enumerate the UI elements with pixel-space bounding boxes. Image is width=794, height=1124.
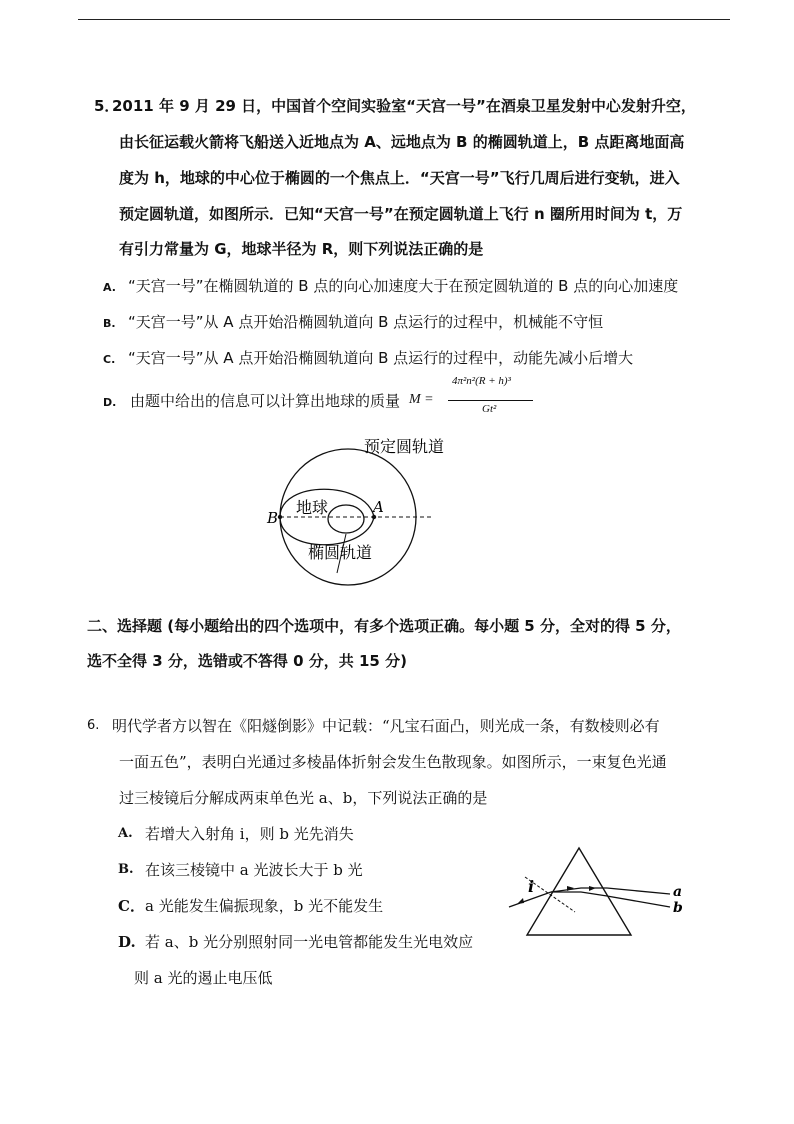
orbit-figure bbox=[258, 428, 458, 598]
q5-line-5: 有引力常量为 G，地球半径为 R，则下列说法正确的是 bbox=[119, 240, 484, 258]
q5-formula-fraction-bar bbox=[448, 400, 533, 401]
q6-option-a-letter: A. bbox=[118, 826, 133, 841]
ray-a-label: a bbox=[673, 884, 683, 900]
circle-orbit-label: 预定圆轨道 bbox=[364, 437, 445, 456]
prism-figure bbox=[505, 840, 695, 940]
q6-line-1: 明代学者方以智在《阳燧倒影》中记载：“凡宝石面凸，则光成一条，有数棱则必有 bbox=[112, 717, 660, 735]
q6-option-c-text: a 光能发生偏振现象，b 光不能发生 bbox=[145, 897, 384, 915]
earth-circle bbox=[328, 505, 364, 533]
q5-option-a-text: “天宫一号”在椭圆轨道的 B 点的向心加速度大于在预定圆轨道的 B 点的向心加速度 bbox=[128, 277, 679, 295]
q5-number: 5． bbox=[94, 97, 120, 115]
q5-formula-denominator: Gt² bbox=[482, 403, 497, 415]
point-b-marker bbox=[278, 515, 282, 519]
q5-line-1: 2011 年 9 月 29 日，中国首个空间实验室“天宫一号”在酒泉卫星发射中心发射升空， bbox=[112, 97, 696, 115]
q6-option-d-letter: D. bbox=[118, 933, 136, 951]
q5-formula-numerator: 4π²n²(R + h)³ bbox=[452, 375, 511, 387]
q6-option-d-text: 若 a、b 光分别照射同一光电管都能发生光电效应 bbox=[145, 933, 474, 951]
q6-option-b-text: 在该三棱镜中 a 光波长大于 b 光 bbox=[145, 861, 363, 879]
emergent-ray-a bbox=[607, 888, 670, 894]
section-2-heading-line-2: 选不全得 3 分，选错或不答得 0 分，共 15 分) bbox=[87, 652, 407, 670]
q5-option-a-letter: A. bbox=[103, 281, 116, 294]
q5-option-b-letter: B. bbox=[103, 317, 116, 330]
point-b-label: B bbox=[267, 509, 279, 527]
q5-option-c-letter: C. bbox=[103, 353, 116, 366]
q5-formula-lhs: M = bbox=[409, 392, 434, 407]
angle-i-label: i bbox=[528, 877, 535, 896]
refracted-ray-b-inside bbox=[551, 892, 607, 896]
q6-option-a-text: 若增大入射角 i，则 b 光先消失 bbox=[145, 825, 354, 843]
header-rule bbox=[78, 19, 730, 20]
q6-line-2: 一面五色”，表明白光通过多棱晶体折射会发生色散现象。如图所示，一束复色光通 bbox=[119, 753, 667, 771]
section-2-heading-line-1: 二、选择题 (每小题给出的四个选项中，有多个选项正确。每小题 5 分，全对的得 5 分， bbox=[87, 617, 681, 635]
ray-b-label: b bbox=[673, 900, 683, 916]
q5-option-d-text: 由题中给出的信息可以计算出地球的质量 bbox=[130, 392, 401, 410]
q5-line-3: 度为 h，地球的中心位于椭圆的一个焦点上．“天宫一号”飞行几周后进行变轨，进入 bbox=[119, 169, 680, 187]
q5-option-b-text: “天宫一号”从 A 点开始沿椭圆轨道向 B 点运行的过程中，机械能不守恒 bbox=[128, 313, 604, 331]
earth-label: 地球 bbox=[296, 498, 329, 517]
incident-ray-arrow-icon bbox=[517, 898, 524, 904]
q5-line-2: 由长征运载火箭将飞船送入近地点为 A、远地点为 B 的椭圆轨道上，B 点距离地面高 bbox=[119, 133, 685, 151]
q5-option-c-text: “天宫一号”从 A 点开始沿椭圆轨道向 B 点运行的过程中，动能先减小后增大 bbox=[128, 349, 634, 367]
q5-line-4: 预定圆轨道，如图所示．已知“天宫一号”在预定圆轨道上飞行 n 圈所用时间为 t，万 bbox=[119, 205, 683, 223]
q6-option-c-letter: C． bbox=[118, 897, 145, 915]
q6-number: 6. bbox=[87, 718, 100, 733]
emergent-ray-b bbox=[607, 896, 670, 907]
q6-line-3: 过三棱镜后分解成两束单色光 a、b，下列说法正确的是 bbox=[119, 789, 488, 807]
q5-option-d-letter: D. bbox=[103, 396, 117, 409]
q6-option-d-continuation: 则 a 光的遏止电压低 bbox=[134, 969, 273, 987]
point-a-label: A bbox=[373, 498, 384, 516]
ellipse-orbit-label: 椭圆轨道 bbox=[308, 543, 373, 562]
q6-option-b-letter: B. bbox=[118, 862, 134, 877]
